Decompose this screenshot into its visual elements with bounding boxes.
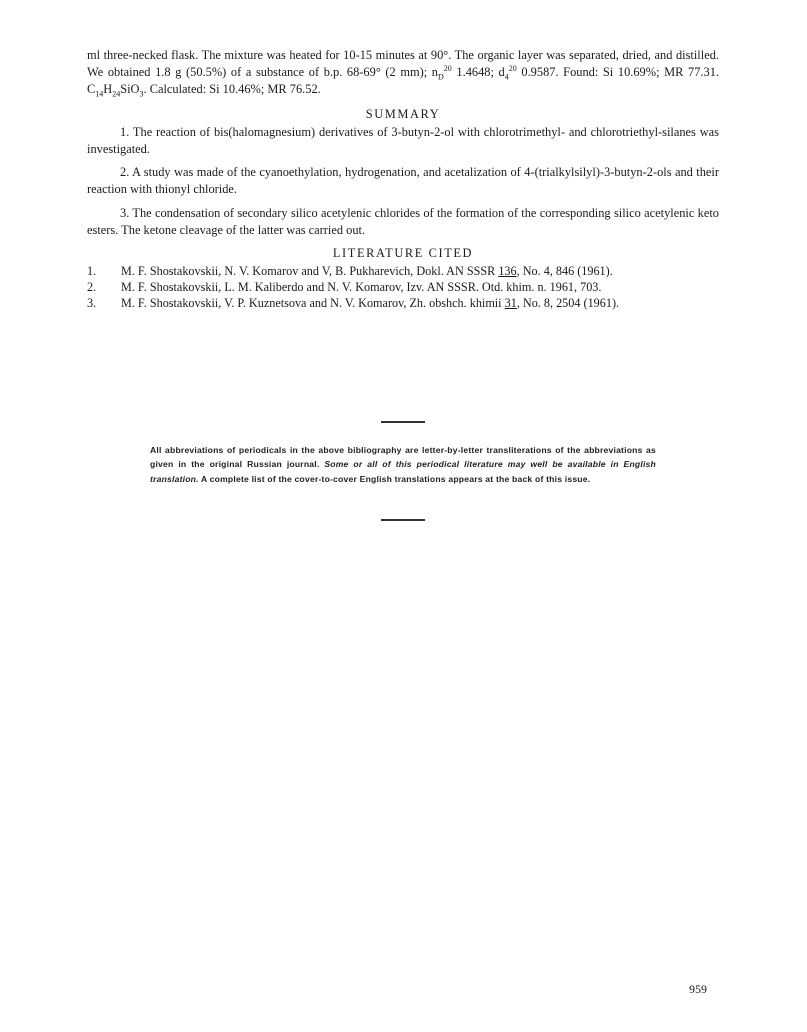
refractive-index-subscript: D <box>438 72 444 82</box>
refractive-index-superscript: 20 <box>443 64 452 74</box>
formula-subscript-h: 24 <box>112 89 121 99</box>
divider-rule-top <box>381 421 425 423</box>
experimental-text-b: 1.4648; d <box>451 65 505 80</box>
formula-h: H <box>103 82 113 97</box>
reference-item-1 <box>87 263 727 279</box>
reference-text: M. F. Shostakovskii, V. P. Kuznetsova and N. V. Komarov, Zh. obshch. khimii 31, No. 8, 2504 (1961). <box>121 296 620 310</box>
reference-item-2 <box>87 279 727 295</box>
reference-number: 1. <box>87 264 97 278</box>
reference-text: M. F. Shostakovskii, N. V. Komarov and V, B. Pukharevich, Dokl. AN SSSR 136, No. 4, 846 (1961). <box>121 264 613 278</box>
divider-rule-bottom <box>381 519 425 521</box>
reference-volume: 31 <box>504 296 517 310</box>
experimental-text-c: 0.9587. Found: Si 10.69%; MR 77.31. C <box>87 65 720 97</box>
footnote-italic: Some or all of this periodical literature may well be available in English translation. <box>150 459 656 484</box>
formula-sio: SiO <box>120 82 140 97</box>
reference-item-3 <box>87 295 727 311</box>
summary-item-2: 2. A study was made of the cyanoethylation, hydrogenation, and acetalization of 4-(trialkylsilyl)-3-butyn-2-ols and their reaction with thionyl chloride. <box>87 165 719 197</box>
experimental-text-a: ml three-necked flask. The mixture was heated for 10-15 minutes at 90°. The organic layer was separated, dried, and distilled. We obtained 1.8 g (50.5%) of a substance of b.p. 68-69° (2 mm); n <box>87 48 719 80</box>
reference-list <box>87 263 727 311</box>
summary-heading: SUMMARY <box>365 107 441 121</box>
density-superscript: 20 <box>508 64 517 74</box>
reference-number: 2. <box>87 280 97 294</box>
reference-volume: 136 <box>498 264 517 278</box>
reference-text: M. F. Shostakovskii, L. M. Kaliberdo and N. V. Komarov, Izv. AN SSSR. Otd. khim. n. 1961, 703. <box>121 280 602 294</box>
reference-number: 3. <box>87 296 97 310</box>
literature-cited-heading: LITERATURE CITED <box>332 246 474 260</box>
summary-item-1: 1. The reaction of bis(halomagnesium) derivatives of 3-butyn-2-ol with chlorotrimethyl- and chlorotriethyl-silanes was investigated. <box>87 125 719 157</box>
formula-subscript-o: 3 <box>139 89 144 99</box>
page-number: 959 <box>689 982 707 996</box>
summary-item-3: 3. The condensation of secondary silico acetylenic chlorides of the formation of the corresponding silico acetylenic keto esters. The ketone cleavage of the latter was carried out. <box>87 206 719 238</box>
footnote: All abbreviations of periodicals in the above bibliography are letter-by-letter transliterations of the abbreviations as given in the original Russian journal. Some or all of this periodical literature may well be available in English translation. A complete list of the cover-to-cover English translations appears at the back of this issue. <box>150 445 656 484</box>
experimental-paragraph <box>87 47 719 99</box>
experimental-text-d: . Calculated: Si 10.46%; MR 76.52. <box>143 82 321 97</box>
formula-subscript-c: 14 <box>95 89 104 99</box>
density-subscript: 4 <box>504 72 509 82</box>
